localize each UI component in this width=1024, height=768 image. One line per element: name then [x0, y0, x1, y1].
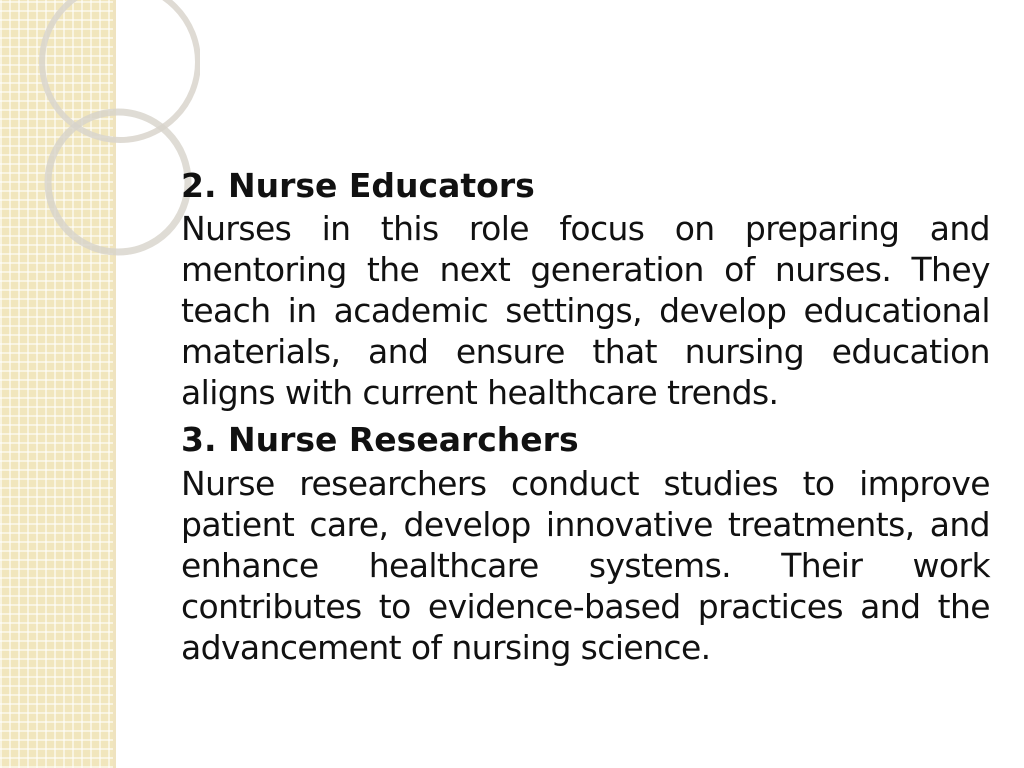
section-body-nurse-educators: Nurses in this role focus on preparing and mentoring the next generation of nurses. They teach in academic settings, develop educational materials, and ensure that nursing education aligns with current healthcare trends.: [181, 209, 990, 412]
decorative-rings-icon: [0, 0, 200, 260]
slide-content: [181, 160, 990, 668]
section-body-nurse-researchers: Nurse researchers conduct studies to improve patient care, develop innovative treatments, and enhance healthcare systems. Their work contributes to evidence-based practices and the advancement of nursing science.: [181, 464, 990, 667]
ring-middle: [48, 112, 188, 252]
ring-top: [42, 0, 198, 140]
section-heading-nurse-educators: 2. Nurse Educators: [181, 166, 535, 205]
section-heading-nurse-researchers: 3. Nurse Researchers: [181, 420, 579, 459]
